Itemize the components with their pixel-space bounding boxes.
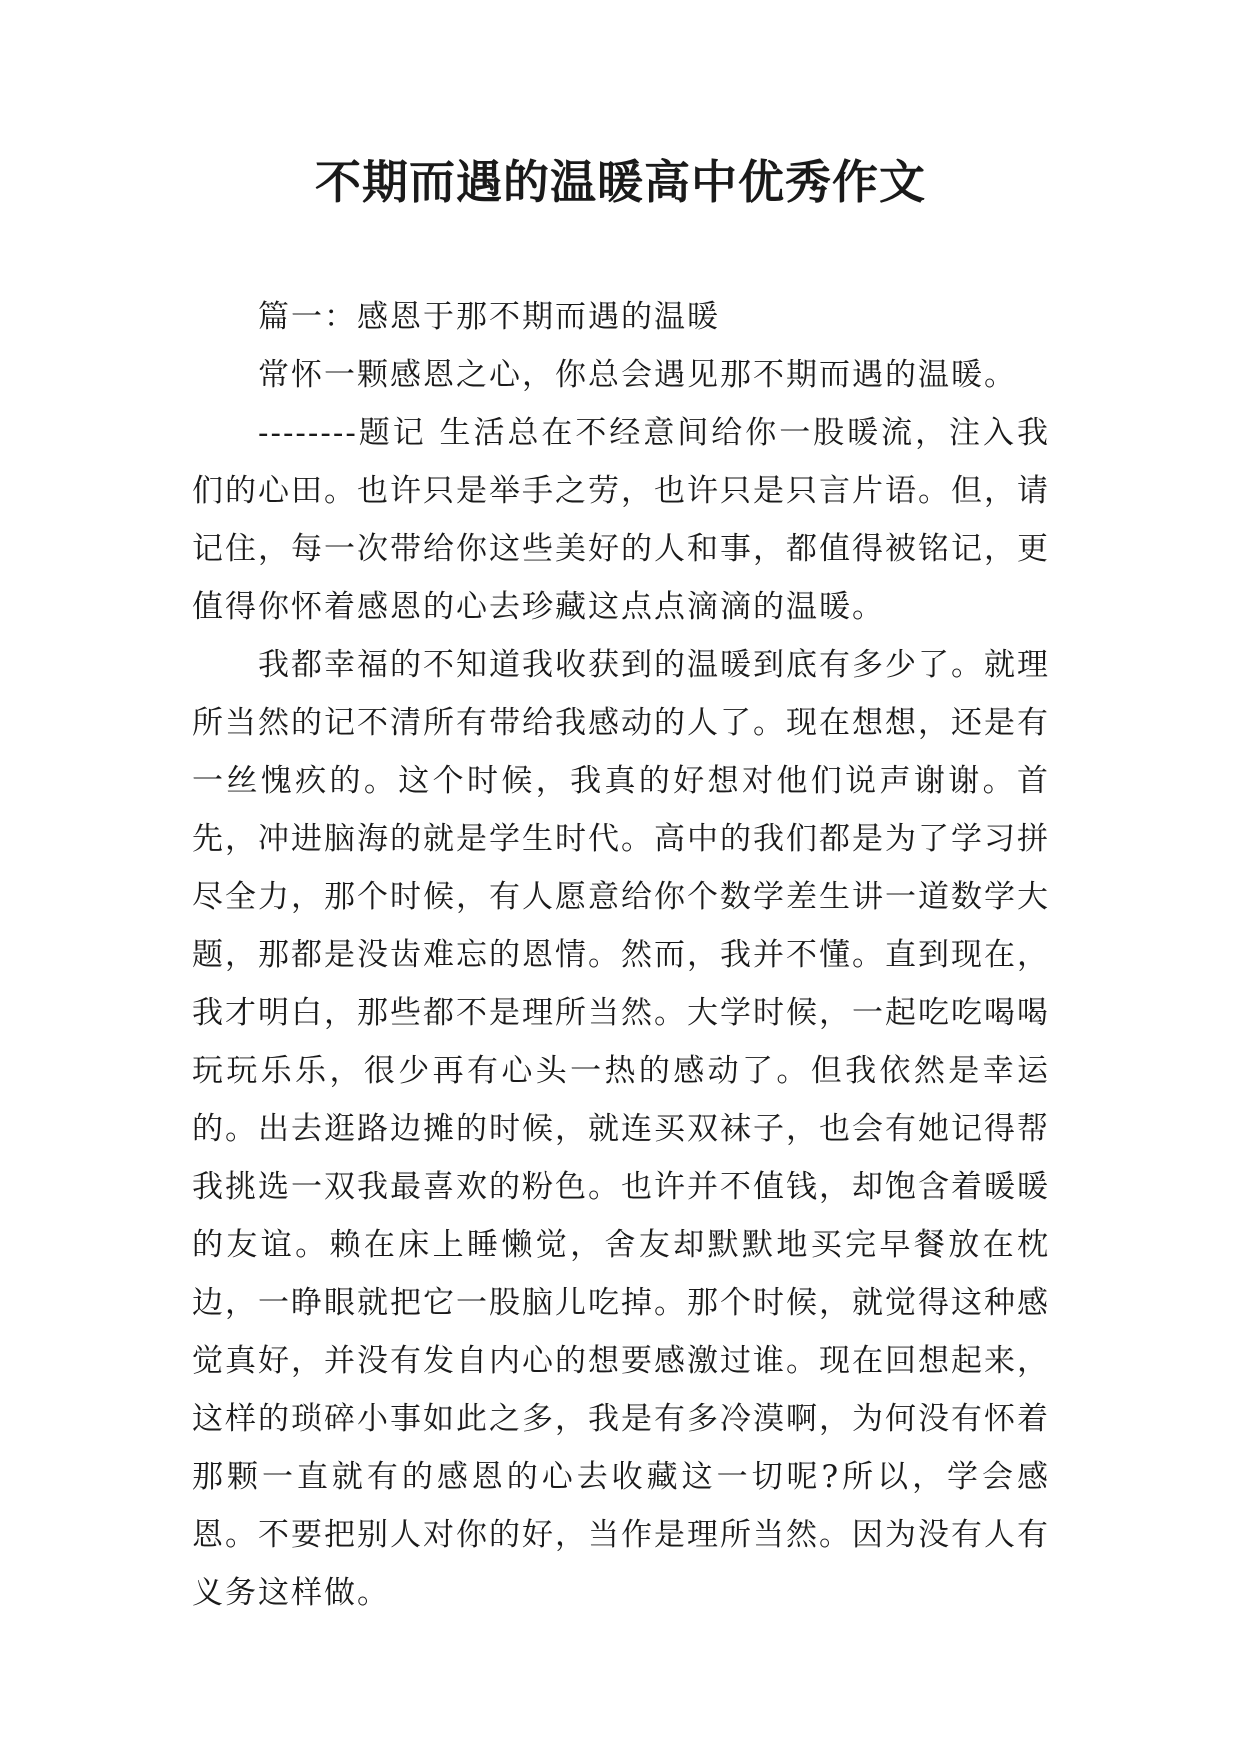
intro-paragraph: --------题记 生活总在不经意间给你一股暖流，注入我们的心田。也许只是举手之劳，也许只是只言片语。但，请记住，每一次带给你这些美好的人和事，都值得被铭记，更值得你怀着感恩的心去珍藏这点点滴滴的温暖。 [192,415,1050,625]
section-heading: 篇一：感恩于那不期而遇的温暖 [258,299,720,335]
document-body [192,288,1050,1622]
document-title: 不期而遇的温暖高中优秀作文 [315,155,926,209]
epigraph-paragraph: 常怀一颗感恩之心，你总会遇见那不期而遇的温暖。 [258,357,1017,393]
body-paragraph: 我都幸福的不知道我收获到的温暖到底有多少了。就理所当然的记不清所有带给我感动的人了。现在想想，还是有一丝愧疚的。这个时候，我真的好想对他们说声谢谢。首先，冲进脑海的就是学生时代。高中的我们都是为了学习拼尽全力，那个时候，有人愿意给你个数学差生讲一道数学大题，那都是没齿难忘的恩情。然而，我并不懂。直到现在，我才明白，那些都不是理所当然。大学时候，一起吃吃喝喝玩玩乐乐，很少再有心头一热的感动了。但我依然是幸运的。出去逛路边摊的时候，就连买双袜子，也会有她记得帮我挑选一双我最喜欢的粉色。也许并不值钱，却饱含着暖暖的友谊。赖在床上睡懒觉，舍友却默默地买完早餐放在枕边，一睁眼就把它一股脑儿吃掉。那个时候，就觉得这种感觉真好，并没有发自内心的想要感激过谁。现在回想起来，这样的琐碎小事如此之多，我是有多冷漠啊，为何没有怀着那颗一直就有的感恩的心去收藏这一切呢?所以，学会感恩。不要把别人对你的好，当作是理所当然。因为没有人有义务这样做。 [192,647,1050,1611]
